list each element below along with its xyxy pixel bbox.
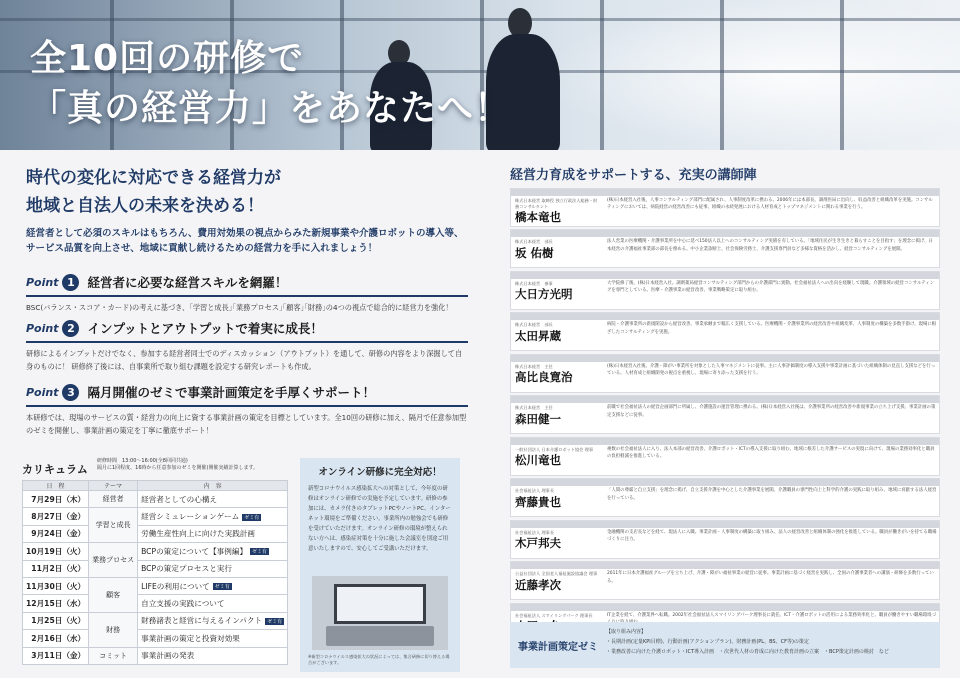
- session-date: 12月15日（水）: [23, 595, 89, 612]
- window-beam: [0, 18, 960, 21]
- lecturer-card: [510, 561, 940, 600]
- laptop-photo: [312, 576, 448, 650]
- zemi-badge: ゼミ有: [252, 549, 268, 556]
- lecturer-card: [510, 312, 940, 351]
- zemi-box-label: 事業計画策定ゼミ: [518, 642, 598, 653]
- lecturer-name: 森田健一: [515, 411, 561, 426]
- online-title: オンライン研修に完全対応！: [318, 467, 442, 478]
- lecturer-card-bar: [511, 230, 939, 237]
- session-date: 1月25日（火）: [23, 612, 89, 629]
- session-date: 8月27日（金）: [23, 508, 89, 525]
- lecturer-card-bar: [511, 479, 939, 486]
- zemi-line-1: 【取り組み内容】: [606, 629, 647, 635]
- zemi-line-3: ・業務改善に向けた介護ロボット・ICT導入計画 ・次世代人材の育成に向けた教育計画の立案 ・BCP策定計画の検討 など: [606, 649, 889, 655]
- point-title: 経営者に必要な経営スキルを網羅！: [87, 275, 288, 290]
- curriculum-note-line-2: 隔月に1回程度、16時から任意参加のゼミを開催(開催実績計算します。: [96, 465, 259, 471]
- lecturer-name-box: [511, 403, 603, 433]
- lecturer-name: 松川竜也: [515, 453, 561, 468]
- session-content-text: BCPの策定について【事例編】: [141, 546, 248, 556]
- table-row: [23, 491, 288, 508]
- lecturer-description: 前職で社会福祉法人の経営企画部門に所属し、介護施設の運営管理に携わる。(株)日本経営入社後は、介護事業所の経営改善や新規事業の立ち上げ支援、事業計画の策定支援などに従事。: [607, 405, 936, 418]
- session-content-text: 事業計画の発表: [141, 651, 195, 661]
- point-number: 2: [62, 320, 79, 337]
- lecturer-card: [510, 271, 940, 310]
- lecturer-affiliation: 社会福祉法人 理事長: [515, 529, 555, 535]
- lecturers-title: 経営力育成をサポートする、充実の講師陣: [510, 168, 757, 183]
- lecturer-card-bar: [511, 438, 939, 445]
- session-content: [138, 560, 288, 577]
- lecturer-name-box: [511, 320, 603, 350]
- headline-line-2: 地域と自法人の未来を決める！: [26, 196, 264, 216]
- zemi-box: [510, 622, 940, 668]
- hero-title-line-2: 「真の経営力」をあなたへ！: [30, 88, 512, 129]
- lecturer-affiliation: 株式日本経営 主任: [515, 405, 553, 411]
- lecturer-affiliation: 株式日本経営 部長: [515, 322, 553, 328]
- point-1: [26, 272, 468, 314]
- session-date: 11月30日（火）: [23, 577, 89, 594]
- lecturer-description: 金融機関の支店長などを経て、現法人に入職。事業計画・人事制度の構築に取り組み、法人の経営改善と組織体制の強化を推進している。職員が働きがいを持てる職場づくりに注力。: [607, 529, 937, 543]
- lecturer-name: 坂 佑樹: [515, 245, 554, 260]
- lecturer-affiliation: 株式日本経営 部長: [515, 239, 553, 245]
- lecturer-name-box: [511, 569, 603, 599]
- session-content-text: 経営シミュレーションゲーム: [141, 512, 240, 522]
- lecturer-affiliation: 一般社団法人 日本介護ロボット協会 理事: [515, 446, 594, 452]
- table-header-theme: テーマ: [89, 481, 138, 491]
- lecturer-card-bar: [511, 562, 939, 569]
- session-date: 11月2日（火）: [23, 560, 89, 577]
- table-header-date: 日 程: [23, 481, 89, 491]
- curriculum-note: [97, 458, 258, 472]
- session-content: [138, 647, 288, 664]
- laptop-screen: [334, 584, 426, 624]
- lecturer-card: [510, 520, 940, 559]
- laptop-keyboard: [326, 626, 434, 646]
- window-frame: [720, 0, 724, 150]
- zemi-box-text: [606, 627, 936, 657]
- session-date: 2月16日（水）: [23, 630, 89, 647]
- point-body: BSC(バランス・スコア・カード)の考えに基づき、｢学習と成長｣｢業務プロセス｣｢顧客｣｢財務｣の4つの視点で総合的に経営力を強化！: [26, 303, 453, 312]
- lecturer-name-box: [511, 279, 603, 309]
- headline-line-1: 時代の変化に対応できる経営力が: [26, 168, 281, 188]
- lecturer-name-box: [511, 528, 603, 558]
- lecturer-card-bar: [511, 604, 939, 611]
- session-date: 7月29日（木）: [23, 491, 89, 508]
- session-content-text: 経営者としての心構え: [141, 494, 218, 504]
- lecturer-description: (株)日本経営入社後、人事コンサルティング部門に配属され、人事制度改革に携わる。2006年には本部長、調剤医局に出向し、収益改善と組織改革を実施。コンサルティングにおいては、病院経営の経営改善にも従事。組織の永続発展における人材育成とトップマネジメントに関わる事業を行う。: [607, 198, 933, 211]
- headline: [26, 164, 281, 220]
- session-theme: 顧客: [89, 577, 138, 612]
- point-divider: [26, 405, 468, 407]
- lecturer-card-bar: [511, 396, 939, 403]
- lecturer-card-bar: [511, 521, 939, 528]
- left-column: [0, 150, 480, 678]
- session-content-text: LIFEの利用について: [141, 581, 210, 591]
- lecturer-name-box: [511, 196, 603, 226]
- lecturer-list: [510, 188, 940, 644]
- session-content: [138, 595, 288, 612]
- zemi-badge: ゼミ有: [267, 618, 283, 625]
- point-word: Point: [26, 385, 59, 399]
- lecturer-description: (株)日本経営入社後、介護・障がい事業所を対象とした人事マネジメントに従事。主に人事評価制度の導入支援や事業計画に基づいた組織体制の見直し支援などを行っている。人材育成と組織開発の視点を重視し、現場に寄り添った支援を行う。: [607, 363, 936, 377]
- lecturer-affiliation: 社会福祉法人 スマイリングパーク 理事長: [515, 612, 593, 618]
- lecturer-name: 齊藤貴也: [515, 494, 561, 509]
- lecturer-description: IT企業を経て、介護業界へ転職。2002年社会福祉法人スマイリングパーク理事長に就任。ICT・介護ロボットの活用による業務効率化と、職員が働きやすい職場環境づ: [607, 612, 936, 618]
- session-date: 10月19日（火）: [23, 543, 89, 560]
- lead-text: [26, 226, 466, 256]
- session-date: 9月24日（金）: [23, 525, 89, 542]
- point-3: [26, 382, 468, 437]
- session-content-text: 自立支援の実践について: [141, 599, 225, 609]
- lecturer-name-box: [511, 362, 603, 392]
- point-divider: [26, 341, 468, 343]
- session-content-text: 事業計画の策定と投資対効果: [141, 633, 240, 643]
- session-content: [138, 612, 288, 629]
- lecturer-affiliation: 社会福祉法人 理事長: [515, 488, 555, 494]
- curriculum-table: [22, 480, 288, 665]
- point-title: インプットとアウトプットで着実に成長！: [87, 321, 323, 336]
- lecturer-card-bar: [511, 313, 939, 320]
- lecturer-description: 「人間の尊厳と自立支援」を理念に掲げ、自立支援介護を中心とした介護事業を展開。介護職員の専門性向上と科学的介護の実践に取り組み、地域に貢献する法人経営を行っている。: [607, 488, 937, 501]
- lecturer-affiliation: 株式日本経営 主任: [515, 363, 553, 369]
- session-theme: 経営者: [89, 491, 138, 508]
- session-content-text: 労働生産性向上に向けた実践計画: [141, 529, 256, 539]
- curriculum-note-line-1: 研修時間 13:00〜16:00(全8回同共通): [96, 458, 188, 464]
- lecturer-name-box: [511, 445, 603, 475]
- lecturer-card-bar: [511, 355, 939, 362]
- right-column: [480, 150, 960, 678]
- lecturer-name: 太田昇蔵: [515, 328, 561, 343]
- lecturer-name: 高比良寛治: [515, 370, 573, 385]
- table-row: [23, 577, 288, 594]
- point-body: 研修によるインプットだけでなく、参加する経営者同士でのディスカッション（アウトプット）を通して、研修の内容をより深掘して自身のものに！ 研修終了後には、自事業所で取り組む課題を設定する研究レポートも作成。: [26, 349, 463, 371]
- session-theme: 学習と成長: [89, 508, 138, 543]
- table-row: [23, 595, 288, 612]
- session-theme: 業務プロセス: [89, 543, 138, 578]
- online-text: 新型コロナウイルス感染拡大への対策として、今年度の研修はオンライン研修での実施を予定しています。研修の参加には、カメラ付きのタブレットPCやノートPC、インターネット環境をご準備ください。事業所内の勉強会でも研修を受けていただけます。オンライン研修の環境が整えられない方へは、感染症対策を十分に施した会議室を別途ご用意いたしますので、安心してご受講いただけます。: [308, 486, 451, 552]
- point-divider: [26, 295, 468, 297]
- table-row: [23, 647, 288, 664]
- session-content: [138, 630, 288, 647]
- lecturer-name: 近藤孝次: [515, 577, 561, 592]
- lecturer-card: [510, 478, 940, 517]
- table-row: [23, 543, 288, 560]
- lecturer-name: 木戸邦夫: [515, 536, 561, 551]
- lecturer-card: [510, 437, 940, 476]
- table-row: [23, 508, 288, 525]
- lecturer-description: 病院・介護事業所の新規開設から経営改善、事業承継まで幅広く支援している。医療機関・介護事業所の経営改善や組織変革、人事制度の構築を多数手掛け、現場に根ざしたコンサルティングを実施。: [607, 322, 937, 335]
- point-body: 本研修では、現場のサービスの質・経営力の向上に資する事業計画の策定を目標としています。全10回の研修に加え、隔月で任意参加型のゼミを開催し、事業計画の策定を丁寧に徹底サポート！: [26, 413, 467, 435]
- online-caption: ※新型コロナウイルス感染拡大の状況によっては、集合研修に切り替える場合がございます。: [308, 654, 450, 665]
- lead-line-1: 経営者として必須のスキルはもちろん、費用対効果の視点からみた新規事業や介護ロボットの導入等、: [26, 228, 464, 239]
- lecturer-name-box: [511, 486, 603, 516]
- session-content-text: BCPの策定プロセスと実行: [141, 564, 233, 574]
- lecturer-card: [510, 188, 940, 227]
- session-content-text: 財務諸表と経営に与えるインパクト: [141, 616, 263, 626]
- lecturer-description: 複数の社会福祉法人に入り、法人本部の経営改善、介護ロボット・ICTの導入支援に取り組む。地域に根差した介護サービスの実現に向けて、現場の業務効率化と職員の負担軽減を推進している。: [607, 446, 935, 460]
- table-row: [23, 612, 288, 629]
- point-number: 1: [62, 274, 79, 291]
- lecturer-card-bar: [511, 272, 939, 279]
- table-row: [23, 525, 288, 542]
- curriculum: [22, 458, 286, 665]
- point-word: Point: [26, 275, 59, 289]
- window-frame: [840, 0, 844, 150]
- lecturer-description: 2011年に日本介護福祉グループを立ち上げ、介護・障がい福祉事業の経営に従事。事業計画に基づく経営を実践し、全国の介護事業者への講演・研修を多数行っている。: [607, 571, 934, 584]
- hero-title-line-1: 全10回の研修で: [30, 38, 305, 79]
- lecturer-description: 大学院修了後、(株)日本経営入社。調剤薬局経営コンサルティング部門からの介護部門に異動。社会福祉法人への出向を経験して現職。介護領域の経営コンサルティングを専門としている。医療・介護事業の経営改善、事業戦略策定に取り組む。: [607, 280, 935, 294]
- lead-line-2: サービス品質を向上させ、地域に貢献し続けるための経営力を手に入れましょう！: [26, 243, 378, 254]
- window-frame: [600, 0, 604, 150]
- zemi-badge: ゼミ有: [214, 584, 230, 591]
- lecturer-description: 法人営業の医療機関・介護事業所を中心に延べ150法人以上へのコンサルティング実績を有している。「地域住民が生き生きと暮らすことを目指す」を理念に掲げ、日本経営の介護福祉事業部の部長を務める。中小企業診断士、社会保険労務士、介護支援専門員など多様な資格を活かし、経営コンサルティングを展開。: [607, 239, 933, 252]
- table-row: [23, 560, 288, 577]
- lecturer-name: 橋本竜也: [515, 210, 561, 224]
- point-title: 隔月開催のゼミで事業計画策定を手厚くサポート！: [87, 385, 375, 400]
- table-header-content: 内 容: [138, 481, 288, 491]
- lecturer-name: 大日方光明: [515, 287, 573, 302]
- session-content: [138, 508, 288, 525]
- session-content: [138, 577, 288, 594]
- session-theme: 財務: [89, 612, 138, 647]
- lecturer-name-box: [511, 237, 603, 267]
- point-number: 3: [62, 384, 79, 401]
- lecturer-affiliation: 株式日本経営 参事: [515, 280, 553, 286]
- lecturer-card-bar: [511, 189, 939, 196]
- point-2: [26, 318, 468, 373]
- zemi-line-2: ・長期計画(定量KPI目標)、行動計画(アクションプラン)、財務計画(PL、BS、CF等)の策定: [606, 639, 809, 645]
- point-word: Point: [26, 321, 59, 335]
- lecturer-card: [510, 229, 940, 268]
- session-content: [138, 491, 288, 508]
- lecturer-card: [510, 354, 940, 393]
- session-content: [138, 543, 288, 560]
- zemi-badge: ゼミ有: [244, 514, 260, 521]
- hero-banner: [0, 0, 960, 150]
- lecturer-card: [510, 395, 940, 434]
- curriculum-title: カリキュラム: [22, 463, 88, 476]
- lecturer-affiliation: 株式日本経営 取締役 独立行政法人総務・財務コンサルタント: [515, 198, 598, 209]
- session-content: [138, 525, 288, 542]
- table-row: [23, 630, 288, 647]
- hero-title: [30, 34, 511, 134]
- lecturer-affiliation: 公益社団法人 全国老人福祉施設協議会 理事: [515, 571, 598, 577]
- session-theme: コミット: [89, 647, 138, 664]
- online-training-box: [300, 458, 460, 672]
- session-date: 3月11日（金）: [23, 647, 89, 664]
